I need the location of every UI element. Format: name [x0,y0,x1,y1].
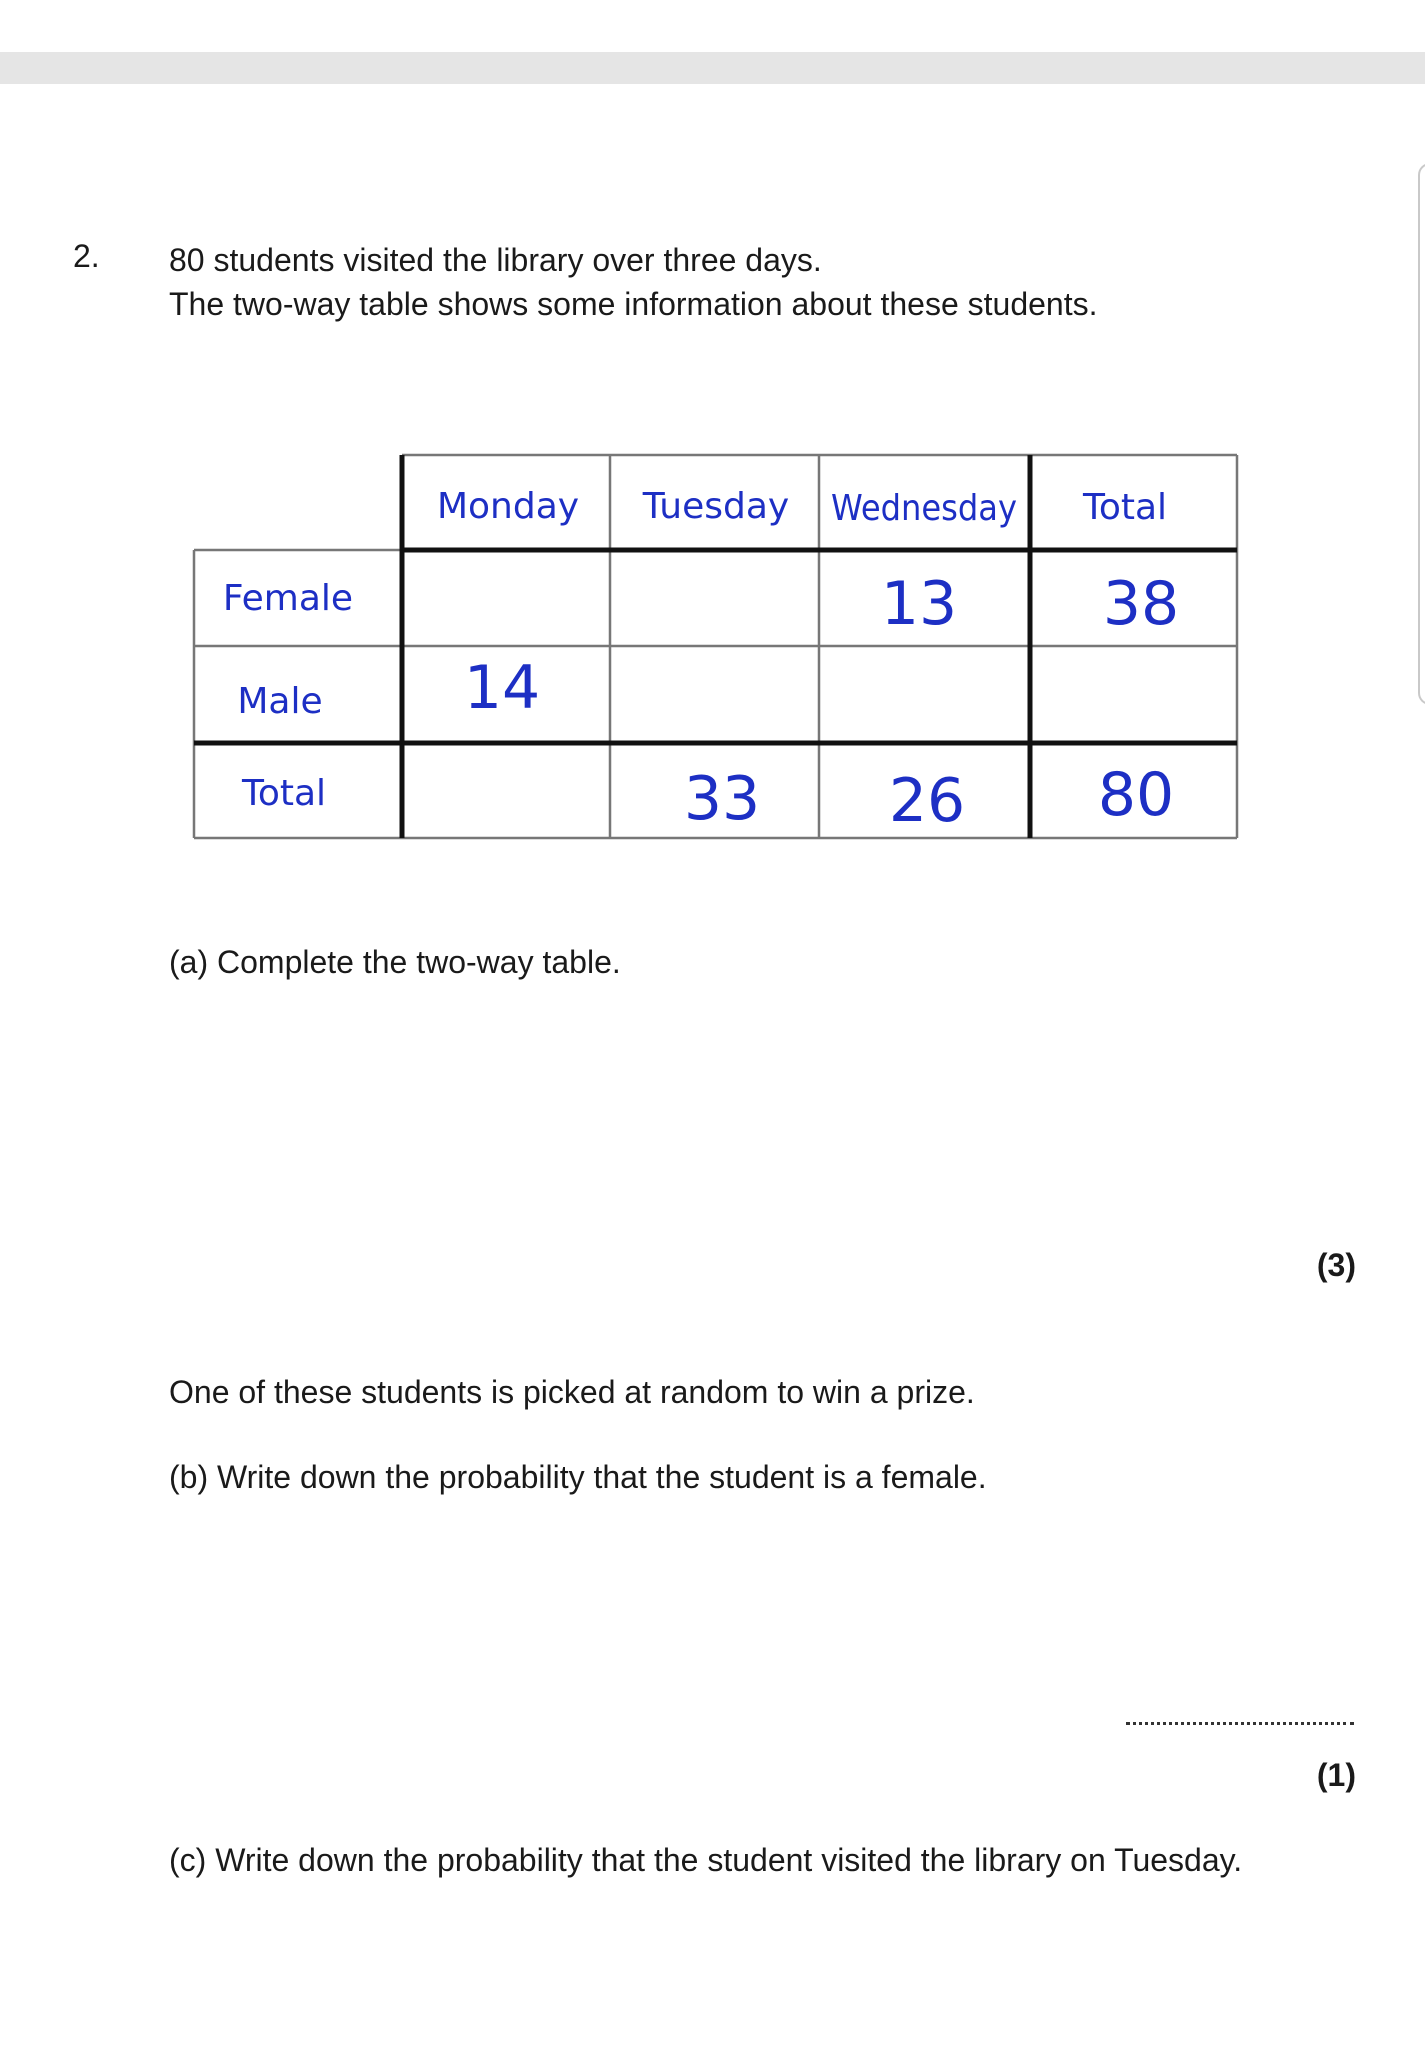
cell-female-total: 38 [1102,569,1180,639]
part-c-text: (c) Write down the probability that the student visited the library on Tuesday. [169,1842,1243,1878]
col-header-monday: Monday [436,486,580,527]
cell-female-wednesday: 13 [880,569,958,639]
question-intro [169,238,1097,326]
row-label-female: Female [222,578,354,619]
col-header-total: Total [1082,487,1168,528]
col-header-tuesday: Tuesday [642,486,790,527]
cell-male-monday: 14 [463,653,541,723]
part-b-text: (b) Write down the probability that the student is a female. [169,1459,987,1495]
cell-total-total: 80 [1097,760,1175,830]
part-a-text: (a) Complete the two-way table. [169,944,621,980]
cell-total-wednesday: 26 [888,766,966,836]
row-label-total: Total [241,773,327,814]
browser-top-bar [0,52,1425,84]
prize-context: One of these students is picked at random to win a prize. [169,1374,975,1410]
part-b-marks: (1) [1316,1757,1356,1793]
question-number: 2. [73,238,100,274]
scroll-handle[interactable] [1418,163,1425,705]
row-label-male: Male [237,681,323,722]
col-header-wednesday: Wednesday [831,488,1017,529]
intro-line-1: 80 students visited the library over three days. [169,242,822,278]
cell-total-tuesday: 33 [683,764,761,834]
two-way-table [192,453,1240,841]
answer-dotted-line [1126,1722,1354,1725]
intro-line-2: The two-way table shows some information about these students. [169,286,1098,322]
part-a-marks: (3) [1316,1247,1356,1283]
